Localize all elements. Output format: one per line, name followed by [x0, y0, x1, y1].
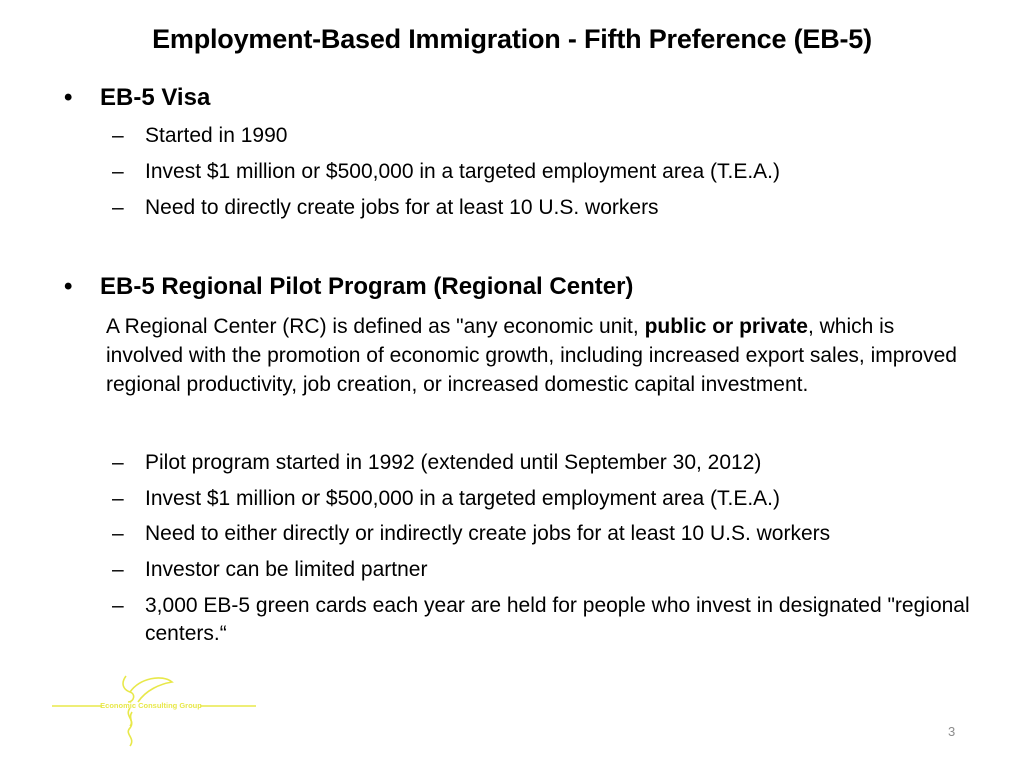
dash-icon: –: [112, 160, 124, 183]
list-item-text: Invest $1 million or $500,000 in a targeted employment area (T.E.A.): [145, 487, 781, 510]
section-heading-text: EB-5 Regional Pilot Program (Regional Center): [100, 273, 634, 300]
definition-text-start: A Regional Center (RC) is defined as "any economic unit,: [106, 315, 645, 338]
page-number: 3: [948, 724, 956, 739]
regional-center-definition: [106, 312, 966, 399]
definition-text-end: , which is involved with the promotion of economic growth, including increased export sales, improved regional productivity, job creation, or increased domestic capital investment.: [106, 315, 957, 396]
bullet-icon: •: [64, 273, 73, 300]
section-heading-text: EB-5 Visa: [100, 84, 211, 111]
dash-icon: –: [112, 451, 124, 474]
bullet-icon: •: [64, 84, 73, 111]
list-item-text: Investor can be limited partner: [145, 558, 428, 581]
dash-icon: –: [112, 196, 124, 219]
dash-icon: –: [112, 594, 124, 617]
dash-icon: –: [112, 487, 124, 510]
list-item-text: Need to either directly or indirectly create jobs for at least 10 U.S. workers: [145, 522, 831, 545]
slide-title: Employment-Based Immigration - Fifth Preference (EB-5): [152, 24, 872, 54]
list-item-text: Pilot program started in 1992 (extended until September 30, 2012): [145, 451, 762, 474]
list-item-text: 3,000 EB-5 green cards each year are held for people who invest in designated "regional centers.“: [145, 594, 970, 645]
list-item-text: Need to directly create jobs for at least 10 U.S. workers: [145, 196, 659, 219]
dash-icon: –: [112, 522, 124, 545]
definition-bold-text: public or private: [644, 315, 808, 338]
list-item-text: Invest $1 million or $500,000 in a targeted employment area (T.E.A.): [145, 160, 781, 183]
company-logo: [50, 672, 260, 750]
logo-text: Economic Consulting Group: [100, 701, 202, 710]
dash-icon: –: [112, 558, 124, 581]
list-item-text: Started in 1990: [145, 124, 288, 147]
dash-icon: –: [112, 124, 124, 147]
